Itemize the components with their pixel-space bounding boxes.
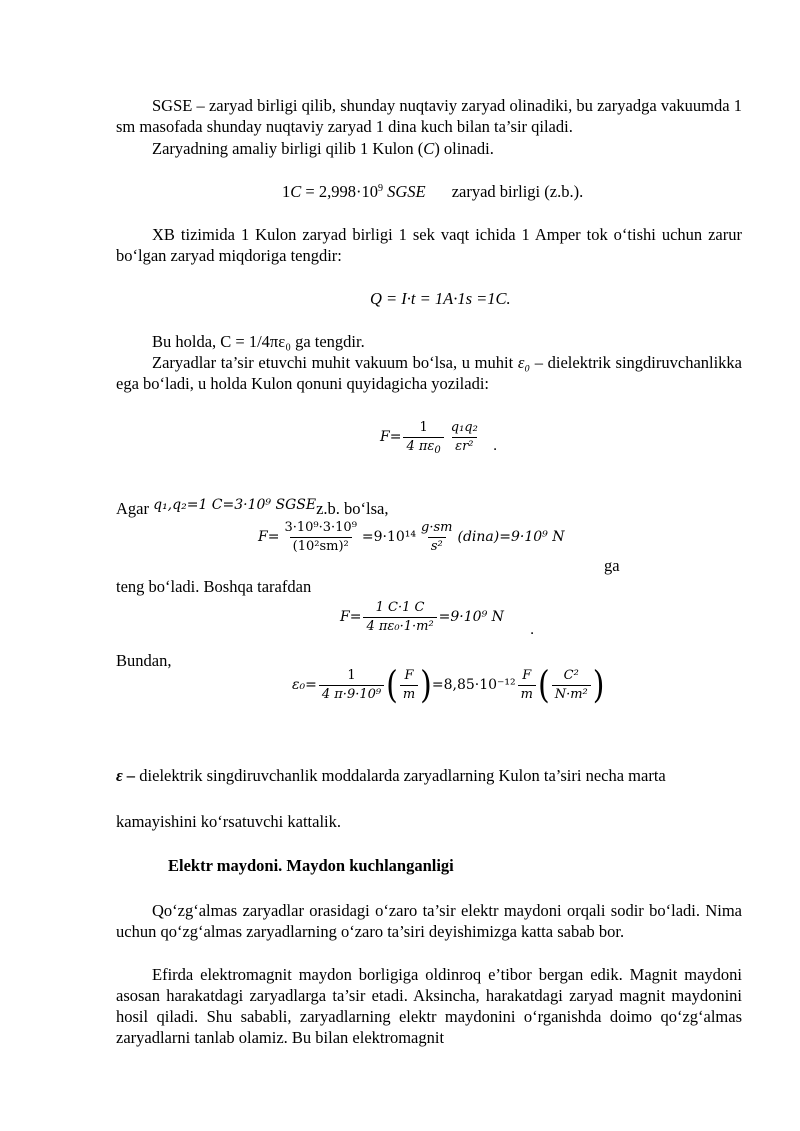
- text: – dielektrik singdiruvchanlikka ega bo‘ladi, u holda Kulon qonuni quyidagicha yoziladi:: [116, 353, 743, 393]
- paren-close: ): [592, 663, 605, 707]
- eq-part: SGSE: [382, 182, 426, 201]
- numerator: F: [404, 668, 414, 683]
- paragraph-efir: Efirda elektromagnit maydon borligiga oldinroq e’tibor bergan edik. Magnit maydoni asosan harakatdagi zaryadlarga ta’sir etadi. Aksincha, harakatdagi zaryad magnit maydonini hosil qiladi. Shu sababli, zaryadlarning elektr maydonini o‘rganishda doimo qo‘zg‘almas zaryadlarni tanlab olamiz. Bu bilan elektromagnit: [116, 965, 742, 1047]
- equation-coulomb-law: [380, 418, 497, 457]
- equation-epsilon0: [292, 663, 605, 707]
- denominator: [403, 437, 443, 455]
- eq-part: 9: [377, 183, 383, 194]
- line-bundan: Bundan,: [116, 651, 172, 670]
- line-agar: [116, 498, 388, 521]
- eq-part: Q = I·t = 1A·1s =1C.: [370, 289, 511, 308]
- denominator: (10²sm)²: [290, 537, 352, 555]
- numerator: 1: [419, 420, 428, 435]
- denominator: 4 π·9·10⁹: [319, 685, 384, 703]
- equation-charge: [370, 288, 511, 309]
- eq-part: (dina)=9·10⁹ N: [457, 529, 565, 545]
- paragraph-sgse: SGSE – zaryad birligi qilib, shunday nuqtaviy zaryad olinadiki, bu zaryadga vakuumda 1 sm masofada shunday nuqtaviy zaryad 1 dina kuch bilan ta’sir qiladi.: [116, 96, 742, 136]
- paragraph-bu-holda: Bu holda, C = 1/4πε₀ ga tengdir.: [152, 332, 365, 351]
- eq-part: ε₀=: [292, 677, 317, 693]
- text: ) olinadi.: [434, 139, 494, 158]
- line-teng: teng bo‘ladi. Boshqa tarafdan: [116, 577, 312, 596]
- eq-part: =9·10¹⁴: [361, 529, 417, 545]
- text: Agar: [116, 499, 149, 518]
- fraction: [400, 668, 418, 703]
- eq-part: F=: [258, 529, 280, 545]
- paren-open: (: [537, 663, 550, 707]
- fraction: [403, 420, 443, 455]
- eq-part: 1: [282, 182, 291, 201]
- text: ε₀: [517, 353, 531, 372]
- fraction: [552, 668, 591, 703]
- numerator: 3·10⁹·3·10⁹: [284, 520, 357, 535]
- numerator: g·sm: [421, 520, 453, 535]
- equation-force-si: [340, 594, 534, 641]
- fraction: [518, 668, 536, 703]
- paren-close: ): [420, 663, 432, 707]
- text-ga: ga: [604, 556, 620, 575]
- equation-coulomb-sgse: [282, 181, 583, 202]
- eq-note: zaryad birligi (z.b.).: [451, 182, 584, 201]
- eq-part: = 2,998·10: [301, 182, 378, 201]
- eq-part: F=: [340, 609, 362, 625]
- section-heading: Elektr maydoni. Maydon kuchlanganligi: [168, 856, 454, 875]
- fraction: [281, 520, 359, 555]
- numerator: 1: [347, 668, 356, 683]
- denominator: s²: [428, 537, 446, 555]
- eq-part: .: [492, 438, 498, 454]
- equation-force-sgse: [258, 520, 564, 555]
- paragraph-field: Qo‘zg‘almas zaryadlar orasidagi o‘zaro ta’sir elektr maydoni orqali sodir bo‘ladi. Nima uchun qo‘zg‘almas zaryadlarning o‘zaro ta’siri deyishimizga katta sabab bor.: [116, 901, 742, 941]
- denominator: N·m²: [552, 685, 591, 703]
- denominator: εr²: [452, 437, 476, 455]
- text: z.b. bo‘lsa,: [316, 499, 389, 518]
- paragraph-vacuum: [116, 352, 742, 394]
- eq-part: =9·10⁹ N: [438, 609, 504, 625]
- fraction: [418, 520, 455, 555]
- eq-part: q₁,q₂=1 C=3·10⁹ SGSE: [153, 497, 317, 513]
- line-epsilon-definition: [116, 765, 666, 786]
- denominator: 4 πε₀·1·m²: [363, 617, 436, 635]
- numerator: C²: [563, 668, 579, 683]
- eq-part: 0: [434, 445, 441, 456]
- paragraph-coulomb-unit: [116, 138, 742, 159]
- numerator: F: [522, 668, 532, 683]
- text: Zaryadlar ta’sir etuvchi muhit vakuum bo‘lsa, u muhit: [152, 353, 518, 372]
- fraction: [363, 600, 436, 635]
- eq-part: F=: [380, 429, 402, 445]
- text: Zaryadning amaliy birligi qilib 1 Kulon (: [152, 139, 424, 158]
- eq-part: =8,85·10⁻¹²: [431, 677, 516, 693]
- paragraph-xb: XB tizimida 1 Kulon zaryad birligi 1 sek vaqt ichida 1 Amper tok o‘tishi uchun zarur bo‘lgan zaryad miqdoriga tengdir:: [116, 225, 742, 265]
- fraction: [448, 420, 481, 455]
- paren-open: (: [386, 663, 398, 707]
- eq-part: 4 πε: [406, 439, 435, 454]
- eq-part: C: [290, 182, 302, 201]
- eq-part: .: [529, 622, 535, 638]
- denominator: m: [518, 685, 536, 703]
- numerator: 1 C·1 C: [375, 600, 425, 615]
- fraction: [319, 668, 384, 703]
- text: dielektrik singdiruvchanlik moddalarda zaryadlarning Kulon ta’siri necha marta: [135, 766, 666, 785]
- eq-part: ε –: [116, 766, 136, 785]
- numerator: q₁q₂: [450, 420, 478, 435]
- line-epsilon-definition-2: kamayishini ko‘rsatuvchi kattalik.: [116, 812, 341, 831]
- text: C: [423, 139, 435, 158]
- denominator: m: [400, 685, 418, 703]
